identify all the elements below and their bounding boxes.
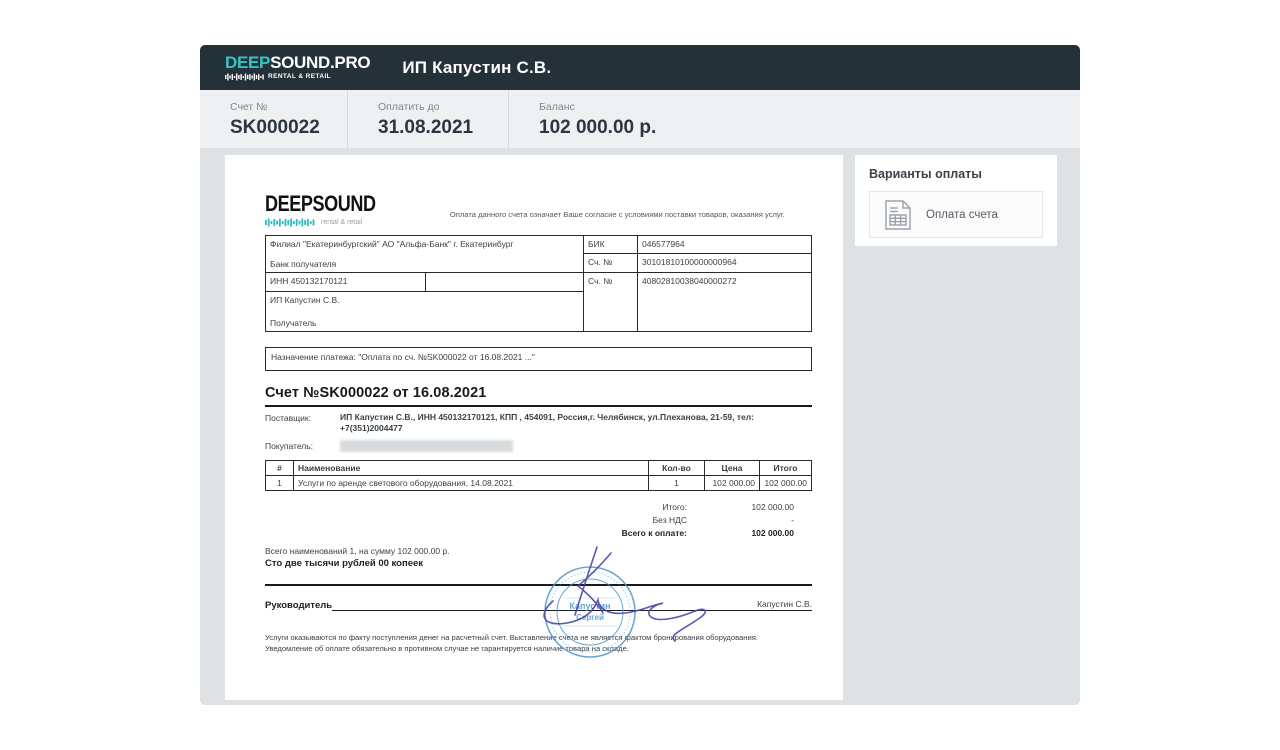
bik-label: БИК — [584, 236, 638, 254]
invoice-document — [225, 155, 843, 700]
corr-account-value: 30101810100000000964 — [638, 254, 811, 273]
totals-block — [265, 501, 812, 540]
total-label: Всего к оплате: — [621, 527, 687, 538]
recipient-caption: Получатель — [270, 318, 317, 328]
invoice-footer-note: Услуги оказываются по факту поступления денег на расчетный счет. Выставление счета не является фактом бронирования оборудования. Уведомление об оплате обязательно в противном случае не гарантируется наличие товара на складе. — [265, 632, 758, 653]
total-value: 102 000.00 — [751, 501, 794, 512]
invoice-number-label: Счет № — [230, 101, 268, 113]
bank-name-cell — [266, 236, 584, 273]
payment-purpose-box: Назначение платежа: "Оплата по сч. №SK000022 от 16.08.2021 ..." — [265, 347, 812, 371]
bank-name-caption: Банк получателя — [270, 259, 337, 269]
stamp-name-line1: Капустин — [569, 601, 611, 611]
total-value: 102 000.00 — [751, 527, 794, 538]
buyer-value-redacted — [340, 440, 812, 452]
stamp-name-line2: Сергей — [576, 613, 604, 622]
content-area — [200, 148, 1080, 705]
invoice-number-cell — [200, 90, 347, 148]
pay-invoice-option[interactable] — [869, 191, 1043, 238]
total-row-due — [265, 527, 812, 540]
total-row-nds — [265, 514, 812, 527]
col-header-name: Наименование — [294, 460, 649, 475]
supplier-row — [265, 412, 812, 435]
equalizer-icon — [265, 218, 317, 227]
supplier-label: Поставщик: — [265, 413, 311, 423]
equalizer-icon — [225, 73, 265, 81]
due-date-label: Оплатить до — [378, 101, 440, 113]
buyer-row — [265, 440, 812, 452]
account-value: 40802810038040000272 — [642, 276, 737, 286]
due-date-value: 31.08.2021 — [378, 117, 474, 138]
page-title: ИП Капустин С.В. — [402, 57, 552, 77]
deepsound-logo — [225, 54, 370, 81]
bank-requisites-table — [265, 235, 812, 332]
balance-value: 102 000.00 р. — [539, 117, 657, 138]
total-value: - — [791, 514, 794, 525]
balance-label: Баланс — [539, 101, 575, 113]
invoice-logo-subtitle: rental & retail — [321, 219, 363, 226]
total-label: Итого: — [662, 501, 687, 512]
bik-value: 046577964 — [638, 236, 811, 254]
invoice-title: Счет №SK000022 от 16.08.2021 — [265, 385, 487, 401]
items-summary: Всего наименований 1, на сумму 102 000.00 р. — [265, 545, 450, 556]
redacted-text-block — [340, 440, 513, 452]
invoice-number-value: SK000022 — [230, 117, 320, 138]
table-row — [266, 475, 812, 490]
col-header-price: Цена — [705, 460, 760, 475]
item-name: Услуги по аренде светового оборудования, 14.08.2021 — [294, 475, 649, 490]
corr-account-label: Сч. № — [584, 254, 638, 273]
handwritten-signature — [525, 543, 715, 648]
invoice-logo-wordmark: DEEPSOUND — [265, 191, 376, 216]
inn-cell: ИНН 450132170121 — [266, 273, 426, 292]
items-header-row — [266, 460, 812, 475]
signer-name: Капустин С.В. — [757, 598, 812, 609]
pay-invoice-label: Оплата счета — [926, 208, 998, 221]
billing-app-window — [200, 45, 1080, 705]
invoice-disclaimer: Оплата данного счета означает Ваше согласие с условиями поставки товаров, оказания услуг. — [449, 210, 785, 219]
item-total: 102 000.00 — [760, 475, 812, 490]
col-header-total: Итого — [760, 460, 812, 475]
invoice-info-bar — [200, 90, 1080, 148]
supplier-value: ИП Капустин С.В., ИНН 450132170121, КПП , 454091, Россия,г. Челябинск, ул.Плеханова, 21-59, тел: +7(351)2004477 — [340, 412, 755, 434]
signer-role-label: Руководитель — [265, 599, 333, 611]
logo-wordmark: DEEPSOUND.PRO — [225, 53, 371, 72]
invoice-document-icon — [885, 200, 911, 230]
col-header-number: # — [266, 460, 294, 475]
item-number: 1 — [266, 475, 294, 490]
bank-name: Филиал "Екатеринбургский" АО "Альфа-Банк" г. Екатеринбург — [270, 239, 514, 249]
invoice-header — [265, 193, 812, 227]
divider — [265, 405, 812, 407]
buyer-label: Покупатель: — [265, 440, 314, 451]
top-header — [200, 45, 1080, 90]
logo-subtitle: RENTAL & RETAIL — [268, 72, 332, 80]
total-label: Без НДС — [652, 514, 687, 525]
payment-options-title: Варианты оплаты — [869, 167, 982, 181]
payment-options-panel — [855, 155, 1057, 246]
amount-in-words: Сто две тысячи рублей 00 копеек — [265, 557, 424, 569]
invoice-logo — [265, 193, 400, 227]
item-price: 102 000.00 — [705, 475, 760, 490]
items-table — [265, 460, 812, 491]
balance-cell — [508, 90, 1080, 148]
col-header-qty: Кол-во — [649, 460, 705, 475]
account-label: Сч. № — [584, 273, 638, 331]
due-date-cell — [347, 90, 508, 148]
total-row-itogo — [265, 501, 812, 514]
recipient-cell — [266, 292, 584, 331]
item-qty: 1 — [649, 475, 705, 490]
recipient-name: ИП Капустин С.В. — [270, 295, 340, 305]
kpp-cell — [426, 273, 584, 292]
